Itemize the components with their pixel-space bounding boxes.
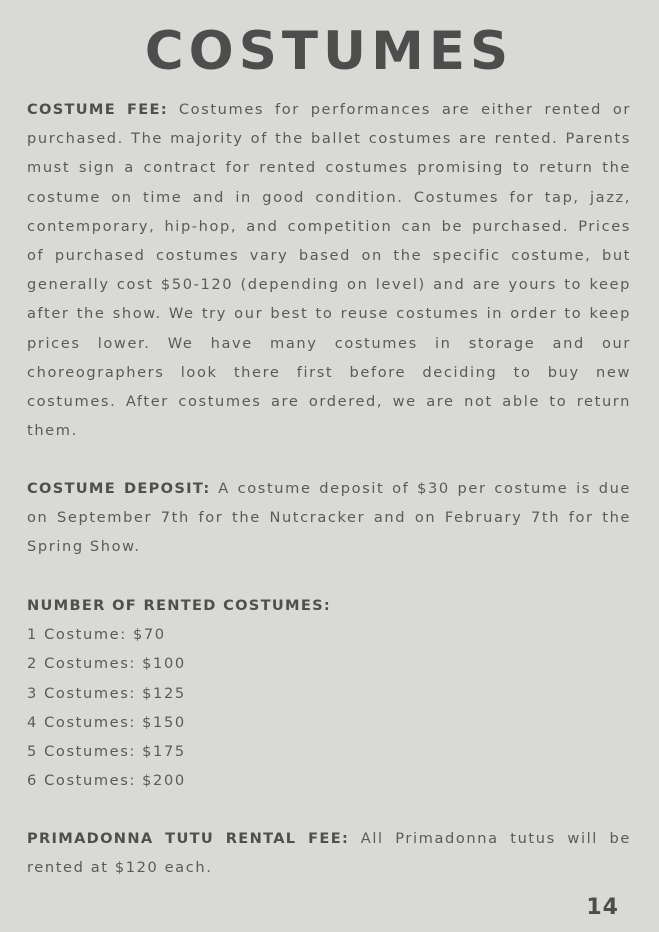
list-item: 3 Costumes: $125 — [27, 684, 186, 702]
rented-costumes-list — [27, 620, 631, 795]
tutu-rental-label: PRIMADONNA TUTU RENTAL FEE: — [27, 830, 350, 847]
page-number: 14 — [586, 895, 619, 920]
list-item: 4 Costumes: $150 — [27, 713, 186, 731]
list-item: 2 Costumes: $100 — [27, 655, 186, 673]
rented-costumes-section — [27, 591, 631, 795]
costume-fee-text: Costumes for performances are either rented or purchased. The majority of the ballet costumes are rented. Parents must sign a contract for rented costumes promising to return the costume on time and in good condition. Costumes for tap, jazz, contemporary, hip-hop, and competition can be purchased. Prices of purchased costumes vary based on the specific costume, but generally cost $50-120 (depending on level) and are yours to keep after the show. We try our best to reuse costumes in order to keep prices lower. We have many costumes in storage and our choreographers look there first before deciding to buy new costumes. After costumes are ordered, we are not able to return them. — [27, 101, 631, 440]
list-item: 5 Costumes: $175 — [27, 743, 186, 761]
list-item: 6 Costumes: $200 — [27, 772, 186, 790]
page — [27, 0, 631, 932]
list-item: 1 Costume: $70 — [27, 626, 166, 644]
costume-fee-label: COSTUME FEE: — [27, 101, 168, 118]
costume-deposit-label: COSTUME DEPOSIT: — [27, 480, 211, 497]
costume-deposit-text: A costume deposit of $30 per costume is due on September 7th for the Nutcracker and on February 7th for the Spring Show. — [27, 480, 631, 556]
tutu-rental-text: All Primadonna tutus will be rented at $120 each. — [27, 830, 631, 877]
rented-costumes-label: NUMBER OF RENTED COSTUMES: — [27, 597, 332, 614]
costume-deposit-paragraph — [27, 474, 631, 562]
page-title: COSTUMES — [144, 21, 514, 82]
costume-fee-paragraph — [27, 95, 631, 445]
tutu-rental-paragraph — [27, 824, 631, 882]
